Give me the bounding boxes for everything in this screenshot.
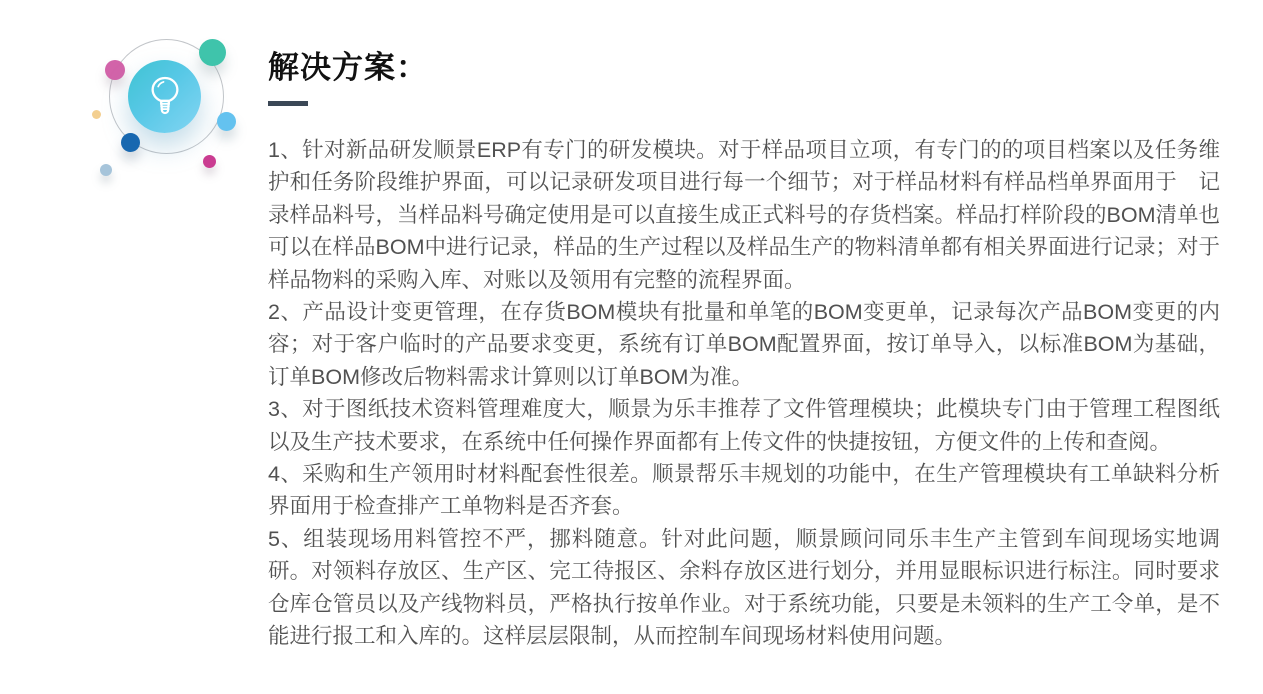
title-accent-dash [268,101,308,106]
lightbulb-circle [128,60,201,133]
solution-paragraph-5: 5、组装现场用料管控不严，挪料随意。针对此问题，顺景顾问同乐丰生产主管到车间现场实地调研。对领料存放区、生产区、完工待报区、余料存放区进行划分，并用显眼标识进行标注。同时要求仓库仓管员以及产线物料员，严格执行按单作业。对于系统功能，只要是未领料的生产工令单，是不能进行报工和入库的。这样层层限制，从而控制车间现场材料使用问题。 [268,526,1220,649]
decor-dot-light-blue [217,112,236,131]
decor-dot-dark-blue [121,133,140,152]
decor-dot-teal [199,39,226,66]
decor-dot-magenta [203,155,216,168]
decor-dot-pink [105,60,125,80]
section-title: 解决方案： [268,50,428,85]
solution-icon-cluster [85,25,265,205]
solution-paragraph-2: 2、产品设计变更管理，在存货BOM模块有批量和单笔的BOM变更单，记录每次产品BOM变更的内容；对于客户临时的产品要求变更，系统有订单BOM配置界面，按订单导入，以标准BOM为基础，订单BOM修改后物料需求计算则以订单BOM为准。 [268,300,1220,389]
solution-paragraph-1: 1、针对新品研发顺景ERP有专门的研发模块。对于样品项目立项，有专门的的项目档案以及任务维护和任务阶段维护界面，可以记录研发项目进行每一个细节；对于样品材料有样品档单界面用于 记录样品料号，当样品料号确定使用是可以直接生成正式料号的存货档案。样品打样阶段的BOM清单也可以在样品BOM中进行记录，样品的生产过程以及样品生产的物料清单都有相关界面进行记录；对于样品物料的采购入库、对账以及领用有完整的流程界面。 [268,138,1220,292]
solution-paragraph-3: 3、对于图纸技术资料管理难度大，顺景为乐丰推荐了文件管理模块；此模块专门由于管理工程图纸以及生产技术要求，在系统中任何操作界面都有上传文件的快捷按钮，方便文件的上传和查阅。 [268,397,1220,454]
solution-paragraph-4: 4、采购和生产领用时材料配套性很差。顺景帮乐丰规划的功能中，在生产管理模块有工单缺料分析界面用于检查排产工单物料是否齐套。 [268,462,1220,519]
decor-dot-gray-blue [100,164,112,176]
lightbulb-icon [142,74,188,120]
solution-section [268,48,1220,653]
decor-dot-yellow [92,110,101,119]
solution-paragraphs [268,134,1220,653]
